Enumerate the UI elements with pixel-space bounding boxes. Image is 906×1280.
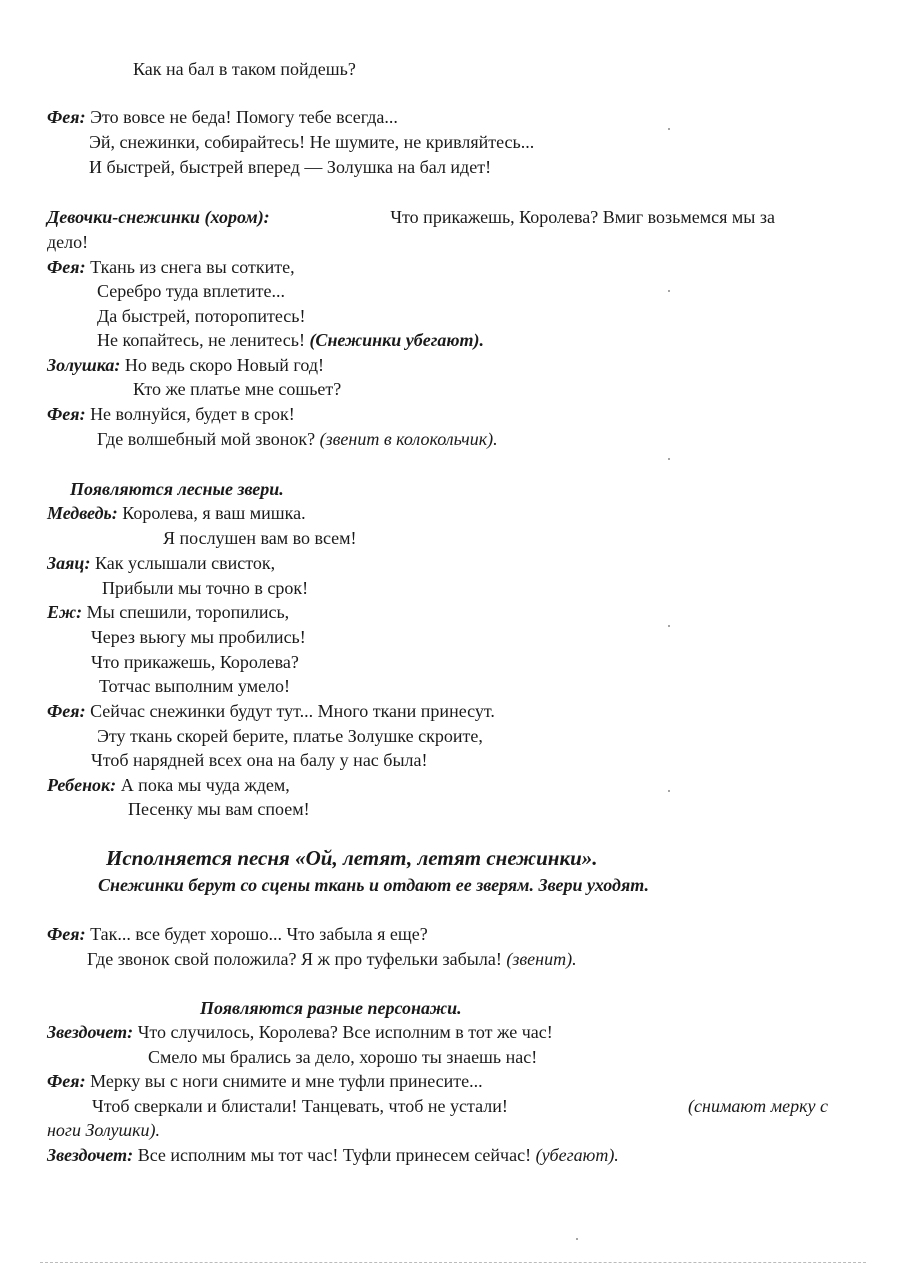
- line-text: Серебро туда вплетите...: [97, 281, 285, 301]
- scan-speck: [668, 290, 670, 292]
- speaker-name: Фея:: [47, 404, 86, 424]
- line-text: Я послушен вам во всем!: [163, 528, 357, 548]
- line-text: Ткань из снега вы сотките,: [85, 257, 295, 277]
- script-line: [47, 551, 275, 575]
- stage-direction: (убегают).: [535, 1145, 619, 1165]
- line-text: Смело мы брались за дело, хорошо ты знаешь нас!: [148, 1047, 538, 1067]
- page-edge-line: [40, 1262, 866, 1263]
- line-text: Через вьюгу мы пробились!: [91, 627, 306, 647]
- scan-speck: [576, 1238, 578, 1240]
- line-text: Так... все будет хорошо... Что забыла я еще?: [85, 924, 428, 944]
- line-text: Как услышали свисток,: [90, 553, 276, 573]
- script-line: [148, 1045, 537, 1069]
- script-line: [128, 797, 310, 821]
- script-line: [106, 846, 598, 871]
- speaker-name: Ребенок:: [47, 775, 117, 795]
- line-text: Королева, я ваш мишка.: [117, 503, 306, 523]
- line-text: Кто же платье мне сошьет?: [133, 379, 342, 399]
- script-line: [47, 402, 295, 426]
- script-line: [47, 773, 290, 797]
- speaker-name: (Снежинки убегают).: [309, 330, 484, 350]
- scan-speck: [668, 790, 670, 792]
- stage-direction: (снимают мерку с: [688, 1096, 828, 1116]
- line-text: Где звонок свой положила? Я ж про туфельки забыла!: [87, 949, 507, 969]
- line-text: Да быстрей, поторопитесь!: [97, 306, 306, 326]
- line-text: Как на бал в таком пойдешь?: [133, 59, 356, 79]
- line-text: Не волнуйся, будет в срок!: [85, 404, 295, 424]
- speaker-name: Фея:: [47, 107, 86, 127]
- scan-speck: [668, 625, 670, 627]
- script-line: [133, 377, 341, 401]
- line-text: Песенку мы вам споем!: [128, 799, 310, 819]
- script-line: [47, 255, 295, 279]
- line-text: Все исполним мы тот час! Туфли принесем сейчас!: [133, 1145, 536, 1165]
- script-line: [47, 1118, 160, 1142]
- speaker-name: Звездочет:: [47, 1145, 134, 1165]
- line-text: Чтоб сверкали и блистали! Танцевать, чтоб не устали!: [92, 1096, 513, 1116]
- line-text: Что случилось, Королева? Все исполним в тот же час!: [133, 1022, 553, 1042]
- script-line: [47, 501, 306, 525]
- speaker-name: Заяц:: [47, 553, 91, 573]
- line-text: Что прикажешь, Королева?: [91, 652, 299, 672]
- script-line: [97, 304, 306, 328]
- speaker-name: Фея:: [47, 257, 86, 277]
- script-line: [47, 1143, 619, 1167]
- script-line: [47, 1020, 553, 1044]
- line-text: А пока мы чуда ждем,: [116, 775, 290, 795]
- line-text: Тотчас выполним умело!: [99, 676, 291, 696]
- script-line: [97, 724, 483, 748]
- scan-speck: [668, 128, 670, 130]
- line-text: Эй, снежинки, собирайтесь! Не шумите, не кривляйтесь...: [89, 132, 535, 152]
- script-line: [97, 427, 498, 451]
- script-line: [47, 205, 775, 229]
- script-line: [70, 477, 284, 501]
- script-line: [98, 873, 649, 897]
- speaker-name: Медведь:: [47, 503, 118, 523]
- speaker-name: Золушка:: [47, 355, 121, 375]
- script-line: [47, 353, 324, 377]
- line-text: Что прикажешь, Королева? Вмиг возьмемся мы за: [385, 207, 775, 227]
- line-text: Эту ткань скорей берите, платье Золушке скроите,: [97, 726, 483, 746]
- script-line: [47, 230, 88, 254]
- script-line: [89, 130, 534, 154]
- line-text: Чтоб нарядней всех она на балу у нас была!: [91, 750, 428, 770]
- script-line: [97, 279, 285, 303]
- script-line: [102, 576, 308, 600]
- line-text: Мы спешили, торопились,: [82, 602, 290, 622]
- speaker-name: Появляются лесные звери.: [70, 479, 284, 499]
- script-line: [47, 699, 495, 723]
- script-line: [47, 600, 289, 624]
- speaker-name: Появляются разные персонажи.: [200, 998, 462, 1018]
- stage-direction: (звенит в колокольчик).: [319, 429, 498, 449]
- line-text: Где волшебный мой звонок?: [97, 429, 320, 449]
- script-line: [89, 155, 491, 179]
- stage-direction: (звенит).: [506, 949, 577, 969]
- script-line: [87, 947, 577, 971]
- speaker-name: Фея:: [47, 1071, 86, 1091]
- scan-speck: [668, 458, 670, 460]
- line-text: И быстрей, быстрей вперед — Золушка на бал идет!: [89, 157, 492, 177]
- script-line: [163, 526, 357, 550]
- script-line: [91, 650, 299, 674]
- script-line: [133, 57, 356, 81]
- stage-direction: ноги Золушки).: [47, 1120, 161, 1140]
- line-text: Сейчас снежинки будут тут... Много ткани принесут.: [85, 701, 495, 721]
- line-text: Не копайтесь, не ленитесь!: [97, 330, 310, 350]
- speaker-name: Звездочет:: [47, 1022, 134, 1042]
- script-line: [47, 105, 398, 129]
- speaker-name: Еж:: [47, 602, 83, 622]
- line-text: Это вовсе не беда! Помогу тебе всегда...: [85, 107, 398, 127]
- line-text: Прибыли мы точно в срок!: [102, 578, 309, 598]
- speaker-name: Фея:: [47, 701, 86, 721]
- script-line: [47, 1069, 483, 1093]
- line-text: Мерку вы с ноги снимите и мне туфли принесите...: [85, 1071, 483, 1091]
- stage-direction: Исполняется песня «Ой, летят, летят снежинки».: [106, 846, 598, 870]
- line-text: дело!: [47, 232, 89, 252]
- script-line: [97, 328, 484, 352]
- script-line: [47, 922, 428, 946]
- speaker-name: Девочки-снежинки (хором):: [47, 207, 270, 227]
- script-line: [91, 625, 306, 649]
- speaker-name: Снежинки берут со сцены ткань и отдают ее зверям. Звери уходят.: [98, 875, 649, 895]
- line-text: Но ведь скоро Новый год!: [120, 355, 324, 375]
- script-line: [99, 674, 290, 698]
- script-line: [200, 996, 462, 1020]
- script-line: [92, 1094, 828, 1118]
- speaker-name: Фея:: [47, 924, 86, 944]
- script-line: [91, 748, 428, 772]
